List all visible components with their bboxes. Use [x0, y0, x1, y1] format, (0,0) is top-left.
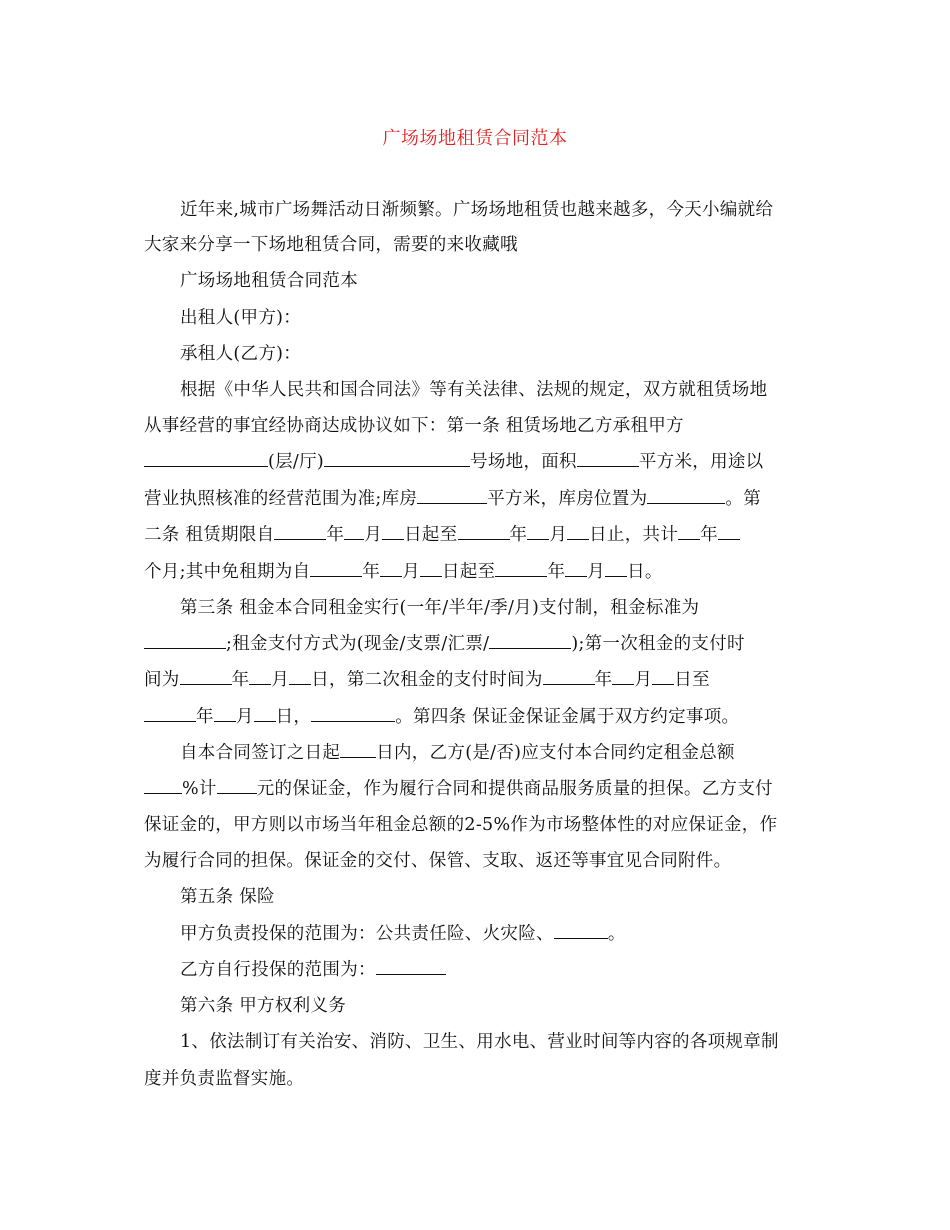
text: 日止，共计 [589, 525, 679, 545]
text: 营业执照核准的经营范围为准;库房 [144, 489, 418, 509]
text: 年 [509, 525, 528, 545]
paragraph-line [144, 634, 814, 654]
fill-blank [311, 707, 395, 722]
fill-blank [144, 707, 196, 722]
text: ;租金支付方式为(现金/支票/汇票/ [226, 634, 490, 654]
fill-blank [249, 670, 271, 685]
fill-blank [554, 924, 608, 939]
document-title: 广场场地租赁合同范本 [382, 128, 568, 149]
text: 年 [547, 562, 566, 582]
text: 间为 [144, 670, 180, 690]
text: 年 [196, 707, 214, 727]
text: 月 [235, 707, 254, 727]
paragraph-line [144, 235, 814, 255]
paragraph-line [144, 416, 814, 436]
text: 日至 [674, 670, 710, 690]
paragraph-line [144, 1069, 814, 1089]
text: 为履行合同的担保。保证金的交付、保管、支取、返还等事宜见合同附件。 [144, 851, 732, 871]
text: 。第四条 保证金保证金属于双方约定事项。 [395, 707, 740, 727]
fill-blank [577, 452, 639, 467]
text: 1、依法制订有关治安、消防、卫生、用水电、营业时间等内容的各项规章制 [180, 1032, 779, 1052]
paragraph-line [144, 707, 814, 727]
paragraph-line [144, 670, 814, 690]
text: 个月;其中免租期为自 [144, 562, 311, 582]
text: 从事经营的事宜经协商达成协议如下：第一条 租赁场地乙方承租甲方 [144, 416, 684, 436]
text: 第五条 保险 [180, 887, 275, 907]
text: 度并负责监督实施。 [144, 1069, 305, 1089]
paragraph-line [180, 344, 850, 364]
text: 出租人(甲方)： [180, 308, 302, 328]
paragraph-line [144, 815, 814, 835]
fill-blank [214, 707, 236, 722]
text: 月 [634, 670, 653, 690]
text: 平方米，用途以 [638, 452, 764, 472]
paragraph-line [144, 779, 814, 799]
text: 第六条 甲方权利义务 [180, 996, 347, 1016]
fill-blank [217, 779, 257, 794]
text: 二条 租赁期限自 [144, 525, 275, 545]
fill-blank [376, 960, 446, 975]
fill-blank [274, 525, 326, 540]
paragraph-line [180, 380, 850, 400]
text: %计 [182, 779, 217, 799]
fill-blank [254, 707, 276, 722]
fill-blank [144, 634, 226, 649]
text: 近年来,城市广场舞活动日渐频繁。广场场地租赁也越来越多，今天小编就给 [180, 200, 774, 220]
fill-blank [718, 525, 740, 540]
text: 第三条 租金本合同租金实行(一年/半年/季/月)支付制，租金标准为 [180, 598, 700, 618]
fill-blank [324, 452, 470, 467]
paragraph-line [180, 887, 850, 907]
text: 月 [271, 670, 290, 690]
text: 承租人(乙方)： [180, 344, 302, 364]
fill-blank [289, 670, 311, 685]
paragraph-line [180, 200, 850, 220]
text: 自本合同签订之日起 [180, 743, 341, 763]
paragraph-line [180, 743, 850, 763]
paragraph-line [180, 996, 850, 1016]
fill-blank [144, 779, 182, 794]
fill-blank [420, 562, 442, 577]
fill-blank [310, 562, 362, 577]
text: 广场场地租赁合同范本 [180, 271, 358, 291]
fill-blank [652, 670, 674, 685]
fill-blank [180, 670, 232, 685]
text: 乙方自行投保的范围为： [180, 960, 376, 980]
paragraph-line [144, 489, 814, 509]
fill-blank [380, 562, 402, 577]
text: );第一次租金的支付时 [571, 634, 745, 654]
paragraph-line [144, 452, 814, 472]
text: 平方米，库房位置为 [487, 489, 648, 509]
text: 日，第二次租金的支付时间为 [311, 670, 543, 690]
text: 月 [402, 562, 421, 582]
text: (层/厅) [268, 452, 325, 472]
fill-blank [495, 562, 547, 577]
text: 年 [231, 670, 250, 690]
paragraph-line [144, 525, 814, 545]
fill-blank [527, 525, 549, 540]
fill-blank [489, 634, 571, 649]
paragraph-line [180, 924, 850, 944]
text: 月 [364, 525, 383, 545]
text: 月 [549, 525, 568, 545]
paragraph-line [180, 271, 850, 291]
paragraph-line [144, 562, 814, 582]
text: 元的保证金，作为履行合同和提供商品服务质量的担保。乙方支付 [256, 779, 773, 799]
paragraph-line [180, 1032, 850, 1052]
fill-blank [344, 525, 364, 540]
fill-blank [144, 452, 268, 467]
text: 号场地，面积 [470, 452, 577, 472]
text: 月 [587, 562, 606, 582]
fill-blank [567, 525, 589, 540]
text: 保证金的，甲方则以市场当年租金总额的2-5%作为市场整体性的对应保证金，作 [144, 815, 778, 835]
text: 。 [607, 924, 626, 944]
text: 日起至 [404, 525, 458, 545]
fill-blank [678, 525, 700, 540]
text: 大家来分享一下场地租赁合同，需要的来收藏哦 [144, 235, 518, 255]
text: 日内，乙方(是/否)应支付本合同约定租金总额 [376, 743, 735, 763]
text: 日。 [627, 562, 663, 582]
fill-blank [647, 489, 725, 504]
text: 。第 [725, 489, 762, 509]
fill-blank [565, 562, 587, 577]
fill-blank [612, 670, 634, 685]
paragraph-line [180, 598, 850, 618]
paragraph-line [144, 851, 814, 871]
text: 年 [594, 670, 613, 690]
text: 甲方负责投保的范围为：公共责任险、火灾险、 [180, 924, 554, 944]
fill-blank [417, 489, 487, 504]
text: 年 [362, 562, 381, 582]
fill-blank [382, 525, 404, 540]
fill-blank [543, 670, 595, 685]
fill-blank [340, 743, 376, 758]
text: 年 [700, 525, 718, 545]
paragraph-line [180, 308, 850, 328]
text: 日， [275, 707, 312, 727]
text: 日起至 [442, 562, 496, 582]
fill-blank [458, 525, 510, 540]
text: 年 [326, 525, 345, 545]
paragraph-line [180, 960, 850, 980]
text: 根据《中华人民共和国合同法》等有关法律、法规的规定，双方就租赁场地 [180, 380, 768, 400]
fill-blank [605, 562, 627, 577]
